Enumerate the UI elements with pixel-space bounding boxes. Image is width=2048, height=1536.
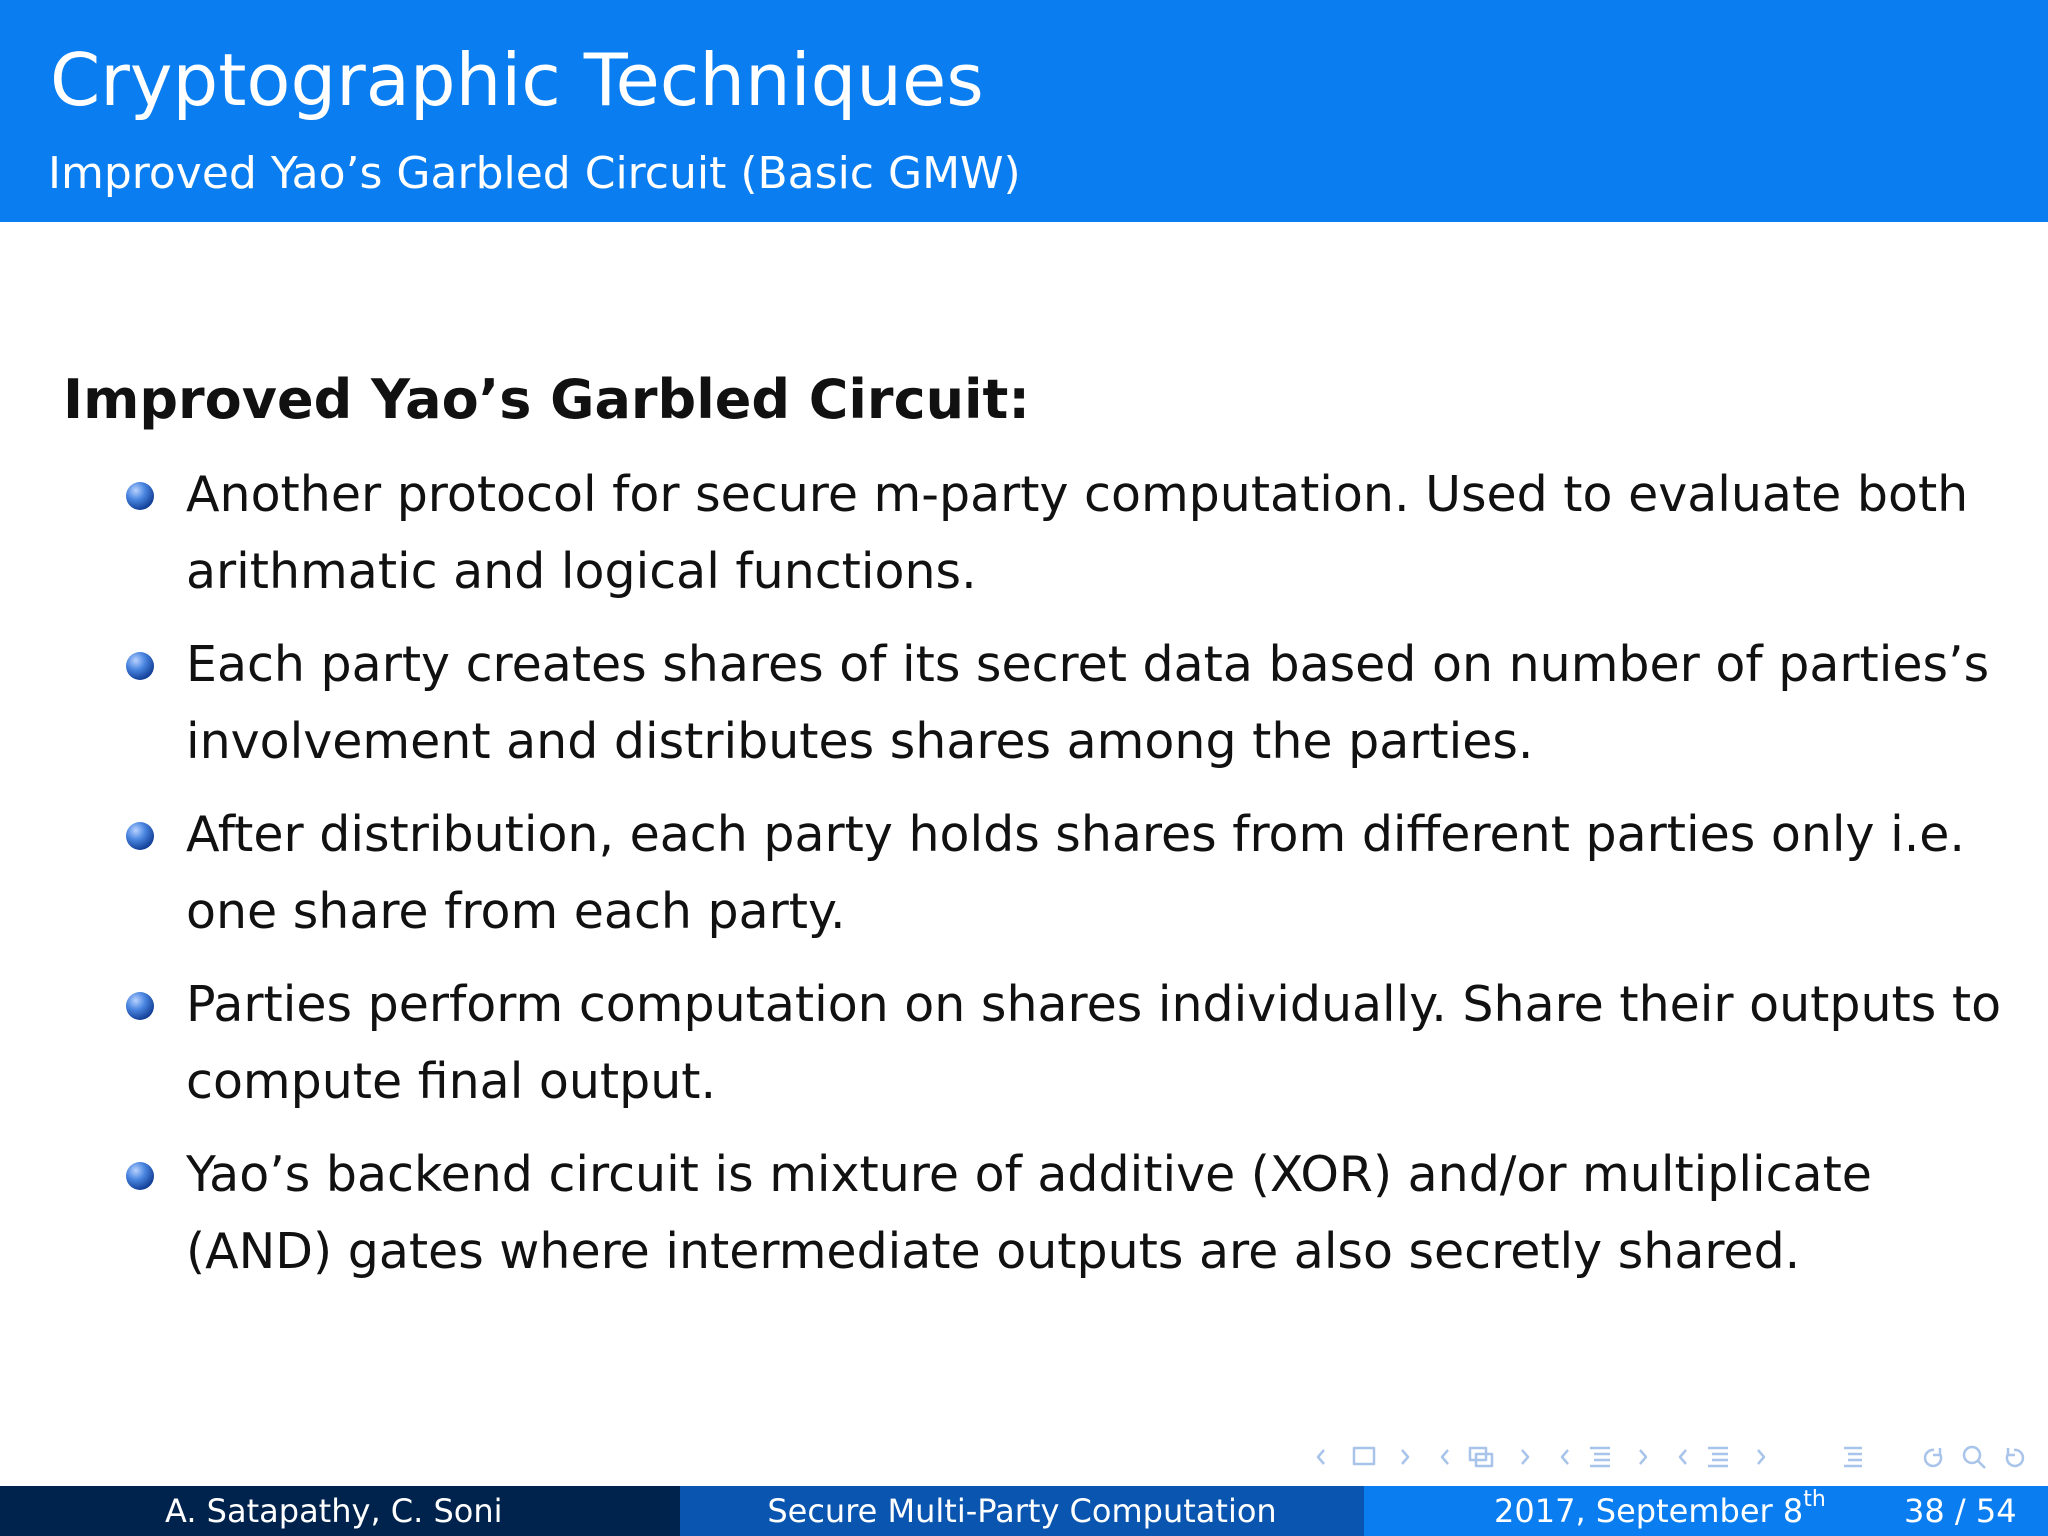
footer-talk-title: Secure Multi-Party Computation	[680, 1486, 1364, 1536]
page-number: 38 / 54	[1904, 1492, 2017, 1530]
footer-meta-panel	[1364, 1486, 2048, 1536]
frame-subtitle: Improved Yao’s Garbled Circuit (Basic GMW)	[48, 148, 1021, 199]
list-item-text: Each party creates shares of its secret data based on number of parties’s involvement and distributes shares among the parties.	[186, 636, 1990, 770]
list-item-text: Another protocol for secure m-party computation. Used to evaluate both arithmatic and logical functions.	[186, 466, 1969, 600]
nav-section-icon[interactable]	[1562, 1448, 1646, 1466]
block-title: Improved Yao’s Garbled Circuit:	[63, 368, 1030, 431]
frame-header	[0, 0, 2048, 222]
footer-date-text: 2017, September 8	[1494, 1492, 1804, 1530]
list-item-text: Yao’s backend circuit is mixture of additive (XOR) and/or multiplicate (AND) gates where intermediate outputs are also secretly shared.	[186, 1146, 1872, 1280]
nav-document-icon[interactable]	[1680, 1448, 1764, 1466]
frame-title: Cryptographic Techniques	[50, 38, 984, 122]
bullet-icon	[126, 652, 154, 680]
list-item-text: Parties perform computation on shares individually. Share their outputs to compute final output.	[186, 976, 2002, 1110]
bullet-icon	[126, 822, 154, 850]
nav-search-icon[interactable]	[1925, 1447, 2023, 1468]
bullet-icon	[126, 1162, 154, 1190]
nav-subsection-icon[interactable]	[1442, 1448, 1528, 1466]
navigation-bar	[1310, 1440, 2030, 1474]
nav-frame-icon[interactable]	[1318, 1448, 1408, 1464]
footer-date	[1494, 1486, 1826, 1536]
footer-authors-panel	[0, 1486, 680, 1536]
footer-bar	[0, 1486, 2048, 1536]
bullet-icon	[126, 992, 154, 1020]
footer-authors: A. Satapathy, C. Soni	[165, 1492, 503, 1530]
nav-appendix-icon[interactable]	[1844, 1448, 1862, 1466]
list-item-text: After distribution, each party holds shares from different parties only i.e. one share from each party.	[186, 806, 1966, 940]
bullet-icon	[126, 482, 154, 510]
footer-date-suffix: th	[1803, 1487, 1826, 1512]
